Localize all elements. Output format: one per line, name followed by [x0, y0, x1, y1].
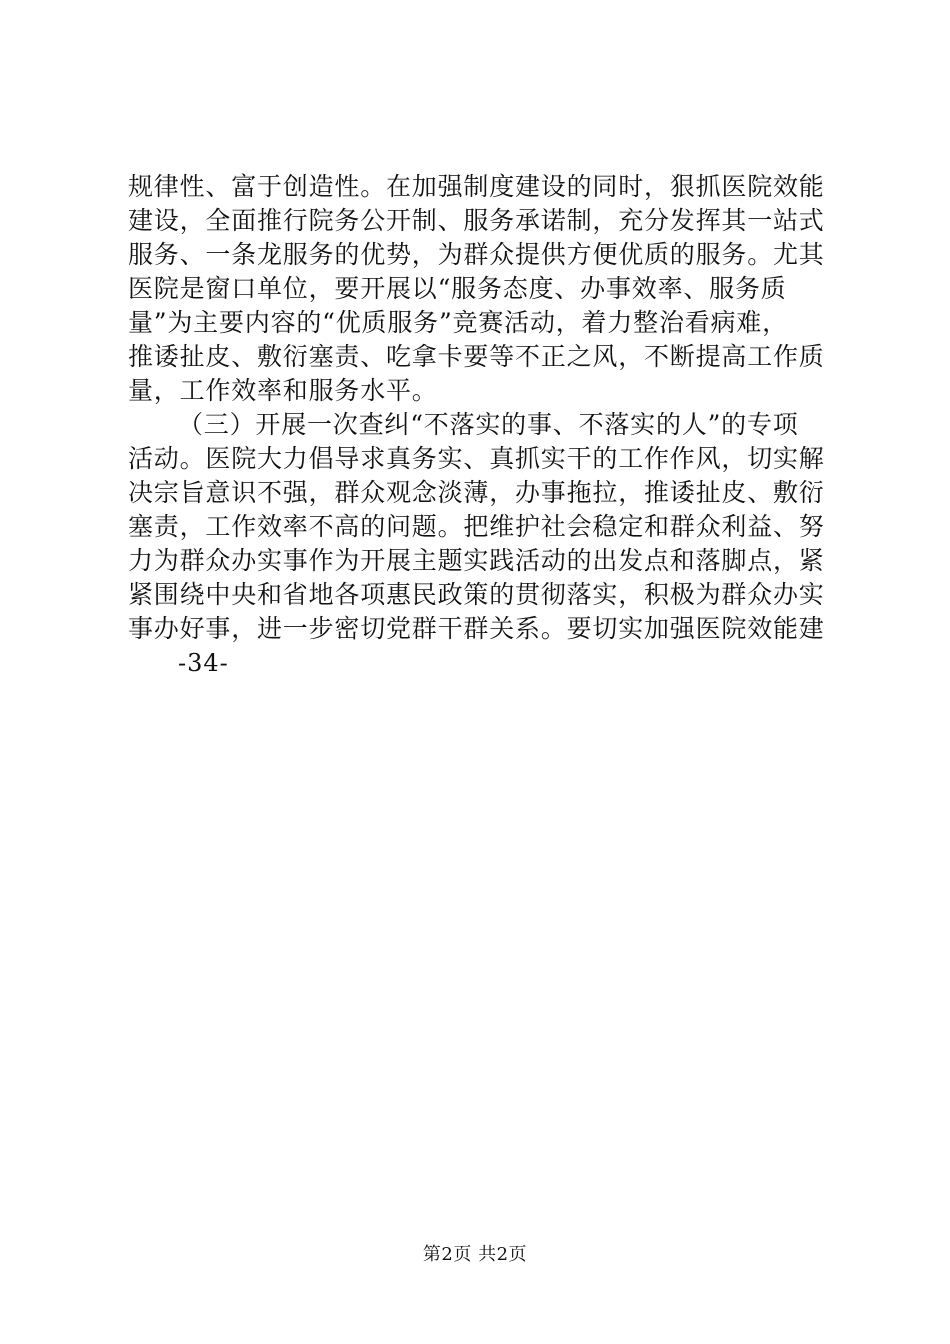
text-line: 紧围绕中央和省地各项惠民政策的贯彻落实，积极为群众办实	[128, 580, 825, 609]
text-line: （三）开展一次查纠“不落实的事、不落实的人”的专项	[178, 410, 799, 439]
text-line: 服务、一条龙服务的优势，为群众提供方便优质的服务。尤其	[128, 240, 825, 269]
page-footer	[0, 1243, 950, 1267]
paragraph-1	[128, 170, 828, 408]
paragraph-2	[128, 408, 828, 646]
text-line: 力为群众办实事作为开展主题实践活动的出发点和落脚点，紧	[128, 546, 825, 575]
text-line: 医院是窗口单位，要开展以“服务态度、办事效率、服务质	[128, 274, 787, 303]
text-line: 塞责，工作效率不高的问题。把维护社会稳定和群众利益、努	[128, 512, 825, 541]
body-text	[128, 170, 828, 680]
inline-page-number: -34-	[178, 649, 229, 677]
text-line: 量”为主要内容的“优质服务”竞赛活动，着力整治看病难，	[128, 308, 788, 337]
text-line: 推诿扯皮、敷衍塞责、吃拿卡要等不正之风，不断提高工作质	[128, 342, 825, 371]
text-line: 建设，全面推行院务公开制、服务承诺制，充分发挥其一站式	[128, 206, 825, 235]
text-line: 量，工作效率和服务水平。	[128, 376, 438, 405]
text-line: 规律性、富于创造性。在加强制度建设的同时，狠抓医院效能	[128, 172, 825, 201]
text-line: 决宗旨意识不强，群众观念淡薄，办事拖拉，推诿扯皮、敷衍	[128, 478, 825, 507]
text-line: 活动。医院大力倡导求真务实、真抓实干的工作作风，切实解	[128, 444, 825, 473]
text-line: 事办好事，进一步密切党群干群关系。要切实加强医院效能建	[128, 614, 825, 643]
page-indicator: 第2页 共2页	[422, 1244, 528, 1265]
